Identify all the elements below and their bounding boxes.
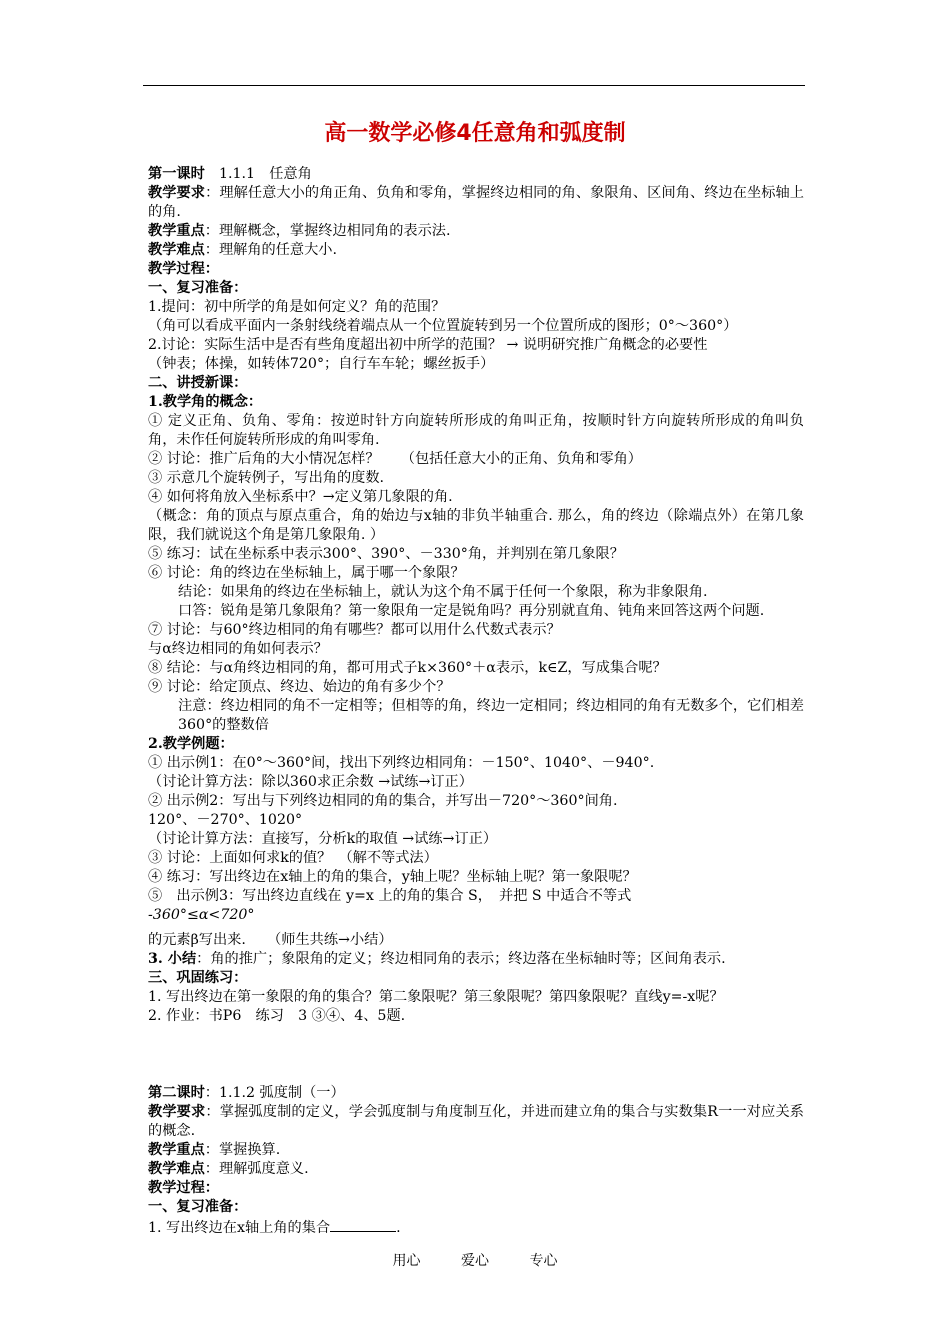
difficulty-label: 教学难点 bbox=[148, 242, 205, 258]
lesson2-header-label: 第二课时 bbox=[148, 1085, 205, 1101]
concept-point-4-note: （概念：角的顶点与原点重合，角的始边与x轴的非负半轴重合. 那么，角的终边（除端点外）在第几象限，我们就说这个角是第几象限角. ） bbox=[148, 508, 804, 543]
concept-point-2: ② 讨论：推广后角的大小情况怎样？ （包括任意大小的正角、负角和零角） bbox=[148, 451, 642, 467]
key-point-text: ：理解概念，掌握终边相同角的表示法. bbox=[204, 223, 451, 239]
concept-point-4: ④ 如何将角放入坐标系中？→定义第几象限的角. bbox=[148, 489, 453, 505]
question-text: 1. 写出终边在x轴上角的集合 bbox=[148, 1220, 331, 1236]
header-rule bbox=[143, 85, 805, 86]
review-answer-2: （钟表；体操，如转体720°；自行车车轮；螺丝扳手） bbox=[148, 356, 495, 372]
key-point-text: ：掌握换算. bbox=[204, 1142, 281, 1158]
concept-point-5: ⑤ 练习：试在坐标系中表示300°、390°、－330°角，并判别在第几象限？ bbox=[148, 546, 624, 562]
footer-item: 爱心 bbox=[461, 1253, 489, 1269]
page-title: 高一数学必修4任意角和弧度制 bbox=[324, 121, 626, 146]
lesson2-process bbox=[148, 1179, 804, 1198]
lesson2-header-rest: ：1.1.2 弧度制（一） bbox=[204, 1085, 345, 1101]
concept-point-9: ⑨ 讨论：给定顶点、终边、始边的角有多少个？ bbox=[148, 679, 451, 695]
document-body bbox=[148, 165, 804, 1238]
example-5-inequality: -360°≤α<720° bbox=[148, 907, 255, 923]
process-colon: ： bbox=[204, 261, 219, 277]
requirements-text: ：掌握弧度制的定义，学会弧度制与角度制互化，并进而建立角的集合与实数集R一一对应关系的概念. bbox=[148, 1104, 804, 1139]
lesson1-header bbox=[148, 165, 804, 184]
process-colon: ： bbox=[204, 1180, 219, 1196]
practice-2-homework: 2. 作业：书P6 练习 3 ③④、4、5题. bbox=[148, 1008, 406, 1024]
answer-blank bbox=[330, 1217, 396, 1232]
lesson2-section-review: 一、复习准备： bbox=[148, 1199, 248, 1215]
lesson1-requirements bbox=[148, 184, 804, 222]
process-label: 教学过程 bbox=[148, 1180, 205, 1196]
key-point-label: 教学重点 bbox=[148, 223, 205, 239]
example-2: ② 出示例2：写出与下列终边相同的角的集合，并写出－720°～360°间角. bbox=[148, 793, 618, 809]
concept-point-6: ⑥ 讨论：角的终边在坐标轴上，属于哪一个象限？ bbox=[148, 565, 465, 581]
summary-text: ：角的推广；象限角的定义；终边相同角的表示；终边落在坐标轴时等；区间角表示. bbox=[196, 951, 726, 967]
lesson1-process bbox=[148, 260, 804, 279]
difficulty-text: ：理解角的任意大小. bbox=[204, 242, 337, 258]
concept-point-9-note: 注意：终边相同的角不一定相等；但相等的角，终边一定相同；终边相同的角有无数多个，它们相差360°的整数倍 bbox=[178, 698, 804, 733]
concept-point-1: ① 定义正角、负角、零角：按逆时针方向旋转所形成的角叫正角，按顺时针方向旋转所形成的角叫负角，未作任何旋转所形成的角叫零角. bbox=[148, 413, 804, 448]
concept-point-6-conclusion: 结论：如果角的终边在坐标轴上，就认为这个角不属于任何一个象限，称为非象限角. bbox=[178, 584, 708, 600]
lesson1-difficulty bbox=[148, 241, 804, 260]
process-label: 教学过程 bbox=[148, 261, 205, 277]
concept-point-3: ③ 示意几个旋转例子，写出角的度数. bbox=[148, 470, 385, 486]
example-5-tail: 的元素β写出来. （师生共练→小结） bbox=[148, 932, 393, 948]
lesson1-header-rest: 1.1.1 任意角 bbox=[204, 166, 312, 182]
summary bbox=[148, 950, 804, 969]
lesson2-header bbox=[148, 1084, 804, 1103]
section-review: 一、复习准备： bbox=[148, 280, 248, 296]
concept-point-7: ⑦ 讨论：与60°终边相同的角有哪些？都可以用什么代数式表示？ bbox=[148, 622, 561, 638]
summary-label: 3. 小结 bbox=[148, 951, 197, 967]
footer-item: 用心 bbox=[392, 1253, 421, 1269]
lesson-gap bbox=[148, 1026, 804, 1084]
example-1-method: （讨论计算方法：除以360求正余数 →试练→订正） bbox=[148, 774, 473, 790]
review-question-1: 1.提问：初中所学的角是如何定义？角的范围？ bbox=[148, 299, 446, 315]
lesson2-review-question-1 bbox=[148, 1217, 804, 1238]
subsection-examples: 2.教学例题： bbox=[148, 736, 234, 752]
review-answer-1: （角可以看成平面内一条射线绕着端点从一个位置旋转到另一个位置所成的图形；0°～360°） bbox=[148, 318, 738, 334]
footer-item: 专心 bbox=[529, 1253, 558, 1269]
requirements-text: ：理解任意大小的角正角、负角和零角，掌握终边相同的角、象限角、区间角、终边在坐标轴上的角. bbox=[148, 185, 804, 220]
lesson2-requirements bbox=[148, 1103, 804, 1141]
question-end: . bbox=[396, 1220, 401, 1236]
example-2-method: （讨论计算方法：直接写，分析k的取值 →试练→订正） bbox=[148, 831, 498, 847]
example-5: ⑤ 出示例3：写出终边直线在 y=x 上的角的集合 S， 并把 S 中适合不等式 bbox=[148, 888, 632, 904]
difficulty-text: ：理解弧度意义. bbox=[204, 1161, 309, 1177]
concept-point-6-oral: 口答：锐角是第几象限角？第一象限角一定是锐角吗？再分别就直角、钝角来回答这两个问题. bbox=[178, 603, 765, 619]
example-3-discussion: ③ 讨论：上面如何求k的值？ （解不等式法） bbox=[148, 850, 438, 866]
lesson1-key-point bbox=[148, 222, 804, 241]
example-2-values: 120°、－270°、1020° bbox=[148, 812, 303, 828]
requirements-label: 教学要求 bbox=[148, 1104, 206, 1120]
example-1: ① 出示例1：在0°～360°间，找出下列终边相同角：－150°、1040°、－940°. bbox=[148, 755, 655, 771]
page-footer bbox=[0, 1250, 950, 1270]
section-new-lesson: 二、讲授新课： bbox=[148, 375, 248, 391]
lesson2-key-point bbox=[148, 1141, 804, 1160]
key-point-label: 教学重点 bbox=[148, 1142, 205, 1158]
example-4-practice: ④ 练习：写出终边在x轴上的角的集合，y轴上呢？坐标轴上呢？第一象限呢？ bbox=[148, 869, 637, 885]
practice-1: 1. 写出终边在第一象限的角的集合？第二象限呢？第三象限呢？第四象限呢？直线y=-x呢？ bbox=[148, 989, 724, 1005]
difficulty-label: 教学难点 bbox=[148, 1161, 205, 1177]
subsection-concept: 1.教学角的概念： bbox=[148, 394, 263, 410]
concept-point-7b: 与α终边相同的角如何表示？ bbox=[148, 641, 328, 657]
section-practice: 三、巩固练习： bbox=[148, 970, 248, 986]
review-question-2: 2.讨论：实际生活中是否有些角度超出初中所学的范围？ → 说明研究推广角概念的必要性 bbox=[148, 337, 708, 353]
concept-point-8: ⑧ 结论：与α角终边相同的角，都可用式子k×360°＋α表示，k∈Z，写成集合呢？ bbox=[148, 660, 667, 676]
requirements-label: 教学要求 bbox=[148, 185, 206, 201]
lesson1-header-label: 第一课时 bbox=[148, 166, 205, 182]
lesson2-difficulty bbox=[148, 1160, 804, 1179]
